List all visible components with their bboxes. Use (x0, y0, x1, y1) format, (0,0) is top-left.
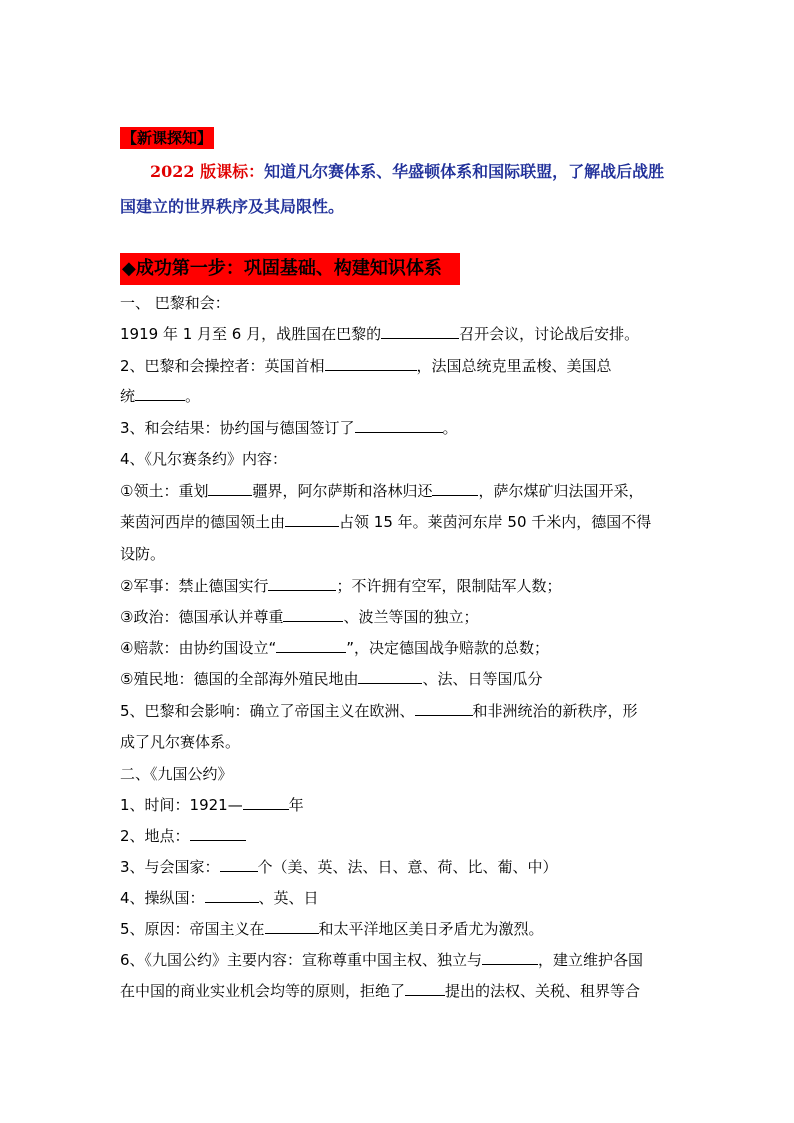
line-text: 1、时间：1921— (120, 796, 243, 814)
text-line (120, 731, 680, 753)
line-text: ”，决定德国战争赔款的总数； (346, 639, 550, 657)
standard-text: 知道凡尔赛体系、华盛顿体系和国际联盟，了解战后战胜国建立的世界秩序及其局限性。 (120, 162, 665, 216)
text-line (120, 543, 680, 565)
line-text: 和非洲统治的新秩序，形 (472, 702, 638, 720)
line-text: 在中国的商业实业机会均等的原则，拒绝了 (120, 982, 406, 1000)
line-text: ③政治：德国承认并尊重 (120, 608, 284, 626)
line-text: 设防。 (120, 545, 166, 563)
line-text: 年 (288, 796, 304, 814)
line-text: 3、与会国家： (120, 858, 220, 876)
line-text: ④赔款：由协约国设立“ (120, 639, 277, 657)
line-text: 、法、日等国瓜分 (422, 670, 543, 688)
text-line (120, 794, 680, 816)
line-text: 疆界，阿尔萨斯和洛林归还 (252, 482, 433, 500)
fill-blank[interactable] (482, 949, 538, 965)
text-line (120, 980, 680, 1002)
line-text: 2、巴黎和会操控者：英国首相 (120, 357, 325, 375)
line-text: ；不许拥有空军，限制陆军人数； (336, 577, 562, 595)
line-text: 2、地点： (120, 827, 190, 845)
text-line (120, 480, 680, 502)
fill-blank[interactable] (205, 887, 259, 903)
line-text: ，萨尔煤矿归法国开采， (478, 482, 644, 500)
fill-blank[interactable] (285, 511, 339, 527)
text-line (120, 763, 680, 785)
line-text: 一、 巴黎和会： (120, 294, 230, 312)
line-text: ，法国总统克里孟梭、美国总 (416, 357, 612, 375)
fill-blank[interactable] (190, 825, 246, 841)
fill-blank[interactable] (415, 700, 473, 716)
line-text: 5、巴黎和会影响：确立了帝国主义在欧洲、 (120, 702, 415, 720)
line-text: 、波兰等国的独立； (343, 608, 479, 626)
fill-blank[interactable] (220, 856, 258, 872)
fill-blank[interactable] (265, 918, 319, 934)
line-text: 1919 年 1 月至 6 月，战胜国在巴黎的 (120, 325, 382, 343)
text-line (120, 511, 680, 533)
line-text: 个（美、英、法、日、意、荷、比、葡、中） (257, 858, 558, 876)
fill-blank[interactable] (135, 385, 185, 401)
text-line (120, 918, 680, 940)
text-line (120, 448, 680, 470)
section-tag: 【新课探知】 (122, 129, 213, 147)
text-line (120, 575, 680, 597)
line-text: 4、操纵国： (120, 889, 205, 907)
line-text: 提出的法权、关税、租界等合 (445, 982, 641, 1000)
fill-blank[interactable] (268, 575, 336, 591)
text-line (120, 887, 680, 909)
fill-blank[interactable] (276, 637, 346, 653)
line-text: 。 (185, 387, 201, 405)
fill-blank[interactable] (325, 355, 417, 371)
fill-blank[interactable] (355, 417, 443, 433)
text-line (120, 700, 680, 722)
curriculum-standard (120, 154, 680, 224)
fill-blank[interactable] (358, 668, 422, 684)
line-text: 成了凡尔赛体系。 (120, 733, 241, 751)
text-line (120, 606, 680, 628)
line-text: 占领 15 年。莱茵河东岸 50 千米内，德国不得 (339, 513, 652, 531)
fill-blank[interactable] (381, 323, 459, 339)
line-text: 和太平洋地区美日矛盾尤为激烈。 (318, 920, 544, 938)
line-text: 莱茵河西岸的德国领土由 (120, 513, 286, 531)
fill-blank[interactable] (405, 980, 445, 996)
line-text: 4、《凡尔赛条约》内容： (120, 450, 288, 468)
text-line (120, 637, 680, 659)
section-banner: ◆成功第一步：巩固基础、构建知识体系 (120, 253, 460, 285)
standard-year: 2022 版课标： (150, 162, 265, 181)
text-line (120, 385, 680, 407)
line-text: 5、原因：帝国主义在 (120, 920, 265, 938)
line-text: 。 (442, 419, 458, 437)
fill-blank[interactable] (283, 606, 343, 622)
line-text: ①领土：重划 (120, 482, 209, 500)
text-line (120, 292, 680, 314)
fill-blank[interactable] (243, 794, 289, 810)
line-text: 、英、日 (258, 889, 319, 907)
text-line (120, 949, 680, 971)
line-text: 3、和会结果：协约国与德国签订了 (120, 419, 355, 437)
line-text: ，建立维护各国 (538, 951, 644, 969)
line-text: 二、《九国公约》 (120, 765, 233, 783)
text-line (120, 355, 680, 377)
text-line (120, 825, 680, 847)
line-text: ②军事：禁止德国实行 (120, 577, 269, 595)
text-line (120, 417, 680, 439)
text-line (120, 323, 680, 345)
line-text: 6、《九国公约》主要内容：宣称尊重中国主权、独立与 (120, 951, 483, 969)
fill-blank[interactable] (208, 480, 252, 496)
fill-blank[interactable] (432, 480, 478, 496)
line-text: 召开会议，讨论战后安排。 (459, 325, 640, 343)
line-text: 统 (120, 387, 136, 405)
text-line (120, 856, 680, 878)
text-line (120, 668, 680, 690)
line-text: ⑤殖民地：德国的全部海外殖民地由 (120, 670, 359, 688)
